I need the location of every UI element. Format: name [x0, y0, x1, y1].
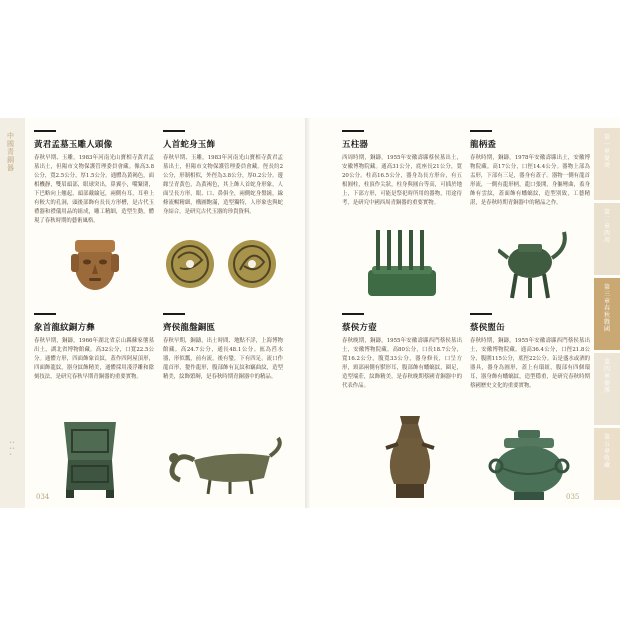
entry-body: 春秋早期，銅鑄，1966年湖北省京山縣蘇家壟墓出土，湖北省博物館藏。高32公分，口寬22.5公分。通體方形，四面飾象首紋，蓋作四阿屋頂形，四面飾龍紋，器身紋飾精美，通體採用淺浮雕和陰刻技法，是研究春秋早期青銅器的重要實物。 — [34, 338, 154, 380]
entry-title: 五柱器 — [342, 140, 369, 150]
entry-title: 蔡侯方壺 — [342, 323, 377, 333]
entry-body: 春秋時期，銅鑄，1978年安徽壽縣出土，安徽博物院藏。高17公分，口徑14.4公分。器物上部為盂形，下部有三足，器身有蓋子。器物一側有龍首形流，一側有龍形柄，龍口張開，身軀彎曲，盉身飾有雲紋，蓋面飾有蟠螭紋，造型別致，工藝精湛，是春秋時期青銅器中的精品之作。 — [470, 155, 590, 206]
page-number-left: 034 — [36, 493, 50, 501]
entry-dragon-he — [470, 130, 590, 208]
entry-title: 齊侯龍盤銅匜 — [163, 323, 216, 333]
entry-title: 人首蛇身玉飾 — [163, 140, 216, 150]
left-margin-strip — [0, 118, 25, 508]
chapter-tab[interactable]: 第五章 收藏 — [594, 428, 620, 500]
entry-jade-ornament — [163, 130, 283, 217]
title-rule — [163, 313, 185, 315]
cai-fanghu-image — [382, 414, 438, 502]
dragon-yi-image — [160, 436, 286, 496]
entry-dragon-yi — [163, 313, 283, 382]
entry-jade-head — [34, 130, 154, 226]
title-rule — [470, 313, 492, 315]
jade-discs-image — [160, 238, 284, 290]
title-rule — [34, 313, 56, 315]
entry-five-pillars — [342, 130, 462, 208]
square-yi-image — [54, 416, 126, 500]
entry-square-yi — [34, 313, 154, 382]
chapter-tabs — [594, 118, 620, 508]
dragon-he-image — [498, 228, 572, 300]
margin-marks: ••••• — [9, 440, 15, 458]
title-rule — [470, 130, 492, 132]
title-rule — [163, 130, 185, 132]
entry-body: 春秋早期，銅鑄，出土時間、地點不詳，上海博物館藏。高24.7公分，通長48.1公分。匜為舀水器，形似瓢，前有流，後有鋬，下有四足。流口作龍首形，鋬作龍形，腹部飾有瓦紋和竊曲紋，造型精美，紋飾繁縟，是春秋時期青銅器中的精品。 — [163, 338, 283, 380]
vertical-section-label: 中國青銅器 — [7, 132, 14, 172]
entry-title: 蔡侯盥缶 — [470, 323, 505, 333]
title-rule — [342, 130, 364, 132]
title-rule — [342, 313, 364, 315]
page-number-right: 035 — [566, 493, 580, 501]
title-rule — [34, 130, 56, 132]
entry-title: 龍柄盉 — [470, 140, 497, 150]
entry-title: 黃君孟墓玉雕人頭像 — [34, 140, 113, 150]
chapter-tab[interactable]: 第二章 西周 — [594, 203, 620, 275]
entry-cai-fanghu — [342, 313, 462, 391]
entry-body: 春秋時期，銅鑄，1955年安徽壽縣西門蔡侯墓出土，安徽博物院藏。通高36.4公分，口徑21.8公分，腹圍115公分，底徑22公分。缶是盛水或酒的器具，器身為圓形，蓋上有環紐，腹部有四個環耳，器身飾有蟠螭紋，造型穩重，是研究春秋時期蔡國歷史文化的重要實物。 — [470, 338, 590, 389]
entry-body: 春秋早期、玉雕，1983年河南光山寶相寺黃君孟墓出土，但陽市文物保護管理委員會藏。徑長約2公分，形制相似，外徑為3.8公分，厚0.2公分。邊緣呈青黃色，為黃褐色，其上飾人首蛇身形象，人面呈長方形，眼、口、鼻俱全，兩側蛇身盤繞，線條流暢精細，構圖飽滿，造型獨特，人形象也與蛇身結合，是研究古代玉器的珍貴資料。 — [163, 155, 283, 215]
chapter-tab[interactable]: 第一章 夏商 — [594, 128, 620, 200]
entry-cai-fou — [470, 313, 590, 391]
entry-body: 西周時期，銅鑄，1955年安徽壽縣蔡侯墓出土，安徽博物院藏。通高31公分，底座長21公分，寬20公分。柱高16.5公分，器身為長方形台，有五根圓柱，柱頂作尖狀，柱身與圓台等高，可插於地上，下部方形，可能是祭祀時所用的器物，用途待考，是研究中國西周青銅器的重要實物。 — [342, 155, 462, 206]
chapter-tab-active[interactable]: 第三章 春秋戰國 — [594, 278, 620, 350]
entry-body: 春秋早期、玉雕，1983年河南光山寶相寺黃君孟墓出土，但陽市文物保護管理委員會藏。像高3.8公分，寬2.5公分，厚1.5公分。通體為黃褐色，面相機靜，雙眉頭部，眼球突出，鼻翼小，嘴緊閉，下巴略向上翹起，頭部戴綸冠，兩側有耳，耳垂上有較大的孔洞，頭後部飾有長長方形槽，是古代玉禮器和禮儀用品的組成，雕工精細，造型生動，體現了春秋時期的藝術風格。 — [34, 155, 154, 224]
cai-fou-image — [486, 428, 572, 502]
entry-body: 春秋晚期，銅鑄，1955年安徽壽縣西門蔡侯墓出土，安徽博物院藏。高80公分，口長18.7公分，寬16.2公分，腹寬33公分，器身修長，口呈方形，頸部兩側有獸形耳，腹部飾有蟠螭紋，圈足，造型端莊，紋飾精美，是春秋晚期蔡國青銅器中的代表作品。 — [342, 338, 462, 389]
chapter-tab[interactable]: 第四章 秦漢 — [594, 353, 620, 425]
five-pillars-image — [362, 226, 442, 300]
entry-title: 象首龍紋銅方彝 — [34, 323, 95, 333]
jade-head-image — [62, 232, 128, 294]
